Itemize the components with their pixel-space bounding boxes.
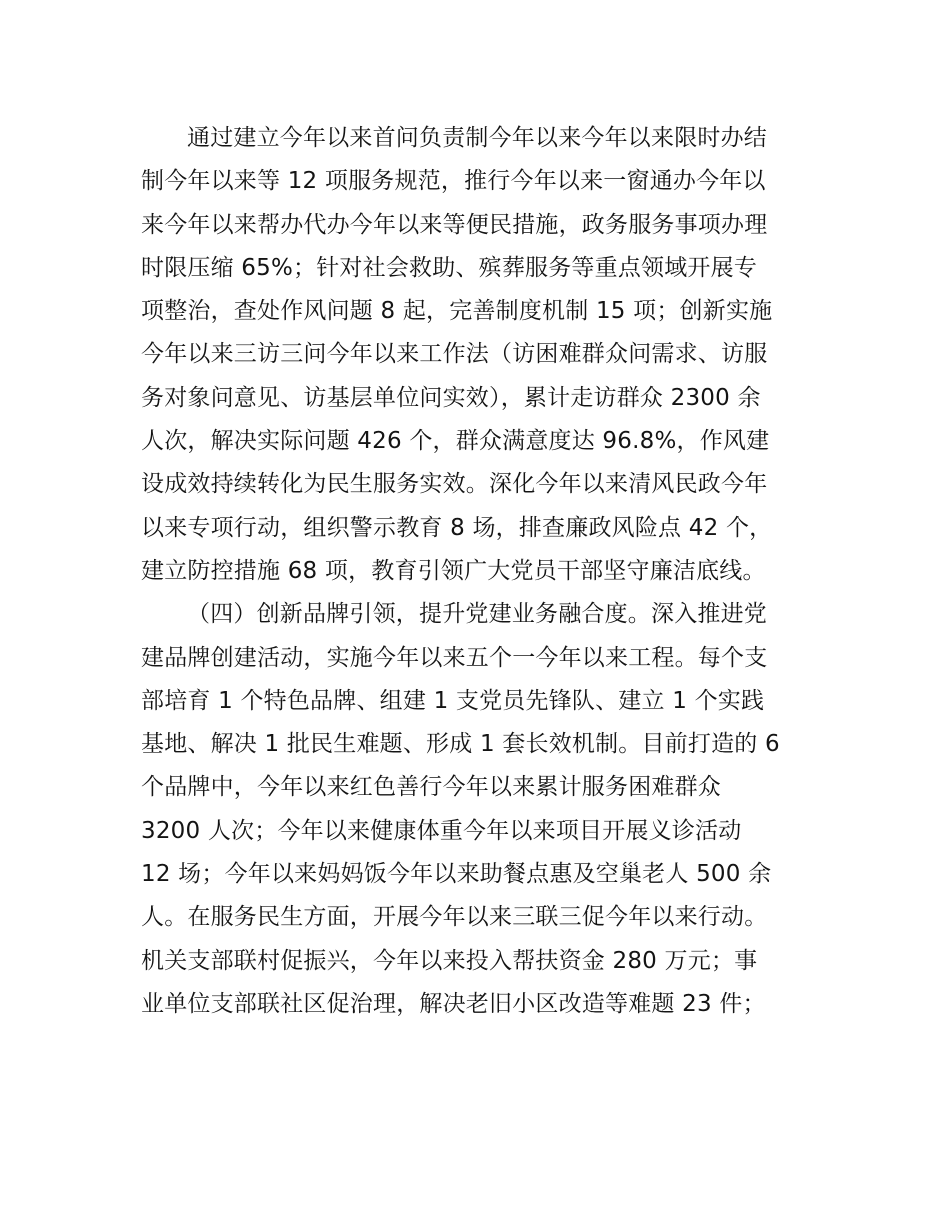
text-line: 通过建立今年以来首问负责制今年以来今年以来限时办结 — [187, 125, 767, 151]
text-line: 个品牌中，今年以来红色善行今年以来累计服务困难群众 — [141, 774, 721, 801]
text-line: 机关支部联村促振兴，今年以来投入帮扶资金 280 万元；事 — [141, 947, 758, 974]
paragraph-brand-leading — [141, 593, 813, 1026]
text-line: 来今年以来帮办代办今年以来等便民措施，政务服务事项办理 — [141, 211, 768, 238]
text-line: 3200 人次；今年以来健康体重今年以来项目开展义诊活动 — [141, 817, 742, 844]
text-line: 12 场；今年以来妈妈饭今年以来助餐点惠及空巢老人 500 余 — [141, 861, 772, 888]
text-line: 务对象问意见、访基层单位问实效），累计走访群众 2300 余 — [141, 384, 761, 411]
text-line: 人。在服务民生方面，开展今年以来三联三促今年以来行动。 — [141, 904, 768, 931]
text-line: 基地、解决 1 批民生难题、形成 1 套长效机制。目前打造的 6 — [141, 731, 780, 758]
text-line: 今年以来三访三问今年以来工作法（访困难群众问需求、访服 — [141, 341, 768, 368]
text-line: 以来专项行动，组织警示教育 8 场，排查廉政风险点 42 个， — [141, 514, 773, 541]
text-line: 项整治，查处作风问题 8 起，完善制度机制 15 项；创新实施 — [141, 298, 773, 325]
text-line: 时限压缩 65%；针对社会救助、殡葬服务等重点领域开展专 — [141, 254, 758, 281]
document-body — [141, 117, 813, 1026]
text-line: 业单位支部联社区促治理，解决老旧小区改造等难题 23 件； — [141, 990, 766, 1017]
paragraph-work-style — [141, 117, 813, 593]
text-line: 人次，解决实际问题 426 个，群众满意度达 96.8%，作风建 — [141, 428, 770, 455]
text-line: 设成效持续转化为民生服务实效。深化今年以来清风民政今年 — [141, 471, 768, 498]
text-line: 制今年以来等 12 项服务规范，推行今年以来一窗通办今年以 — [141, 168, 766, 195]
text-line: （四）创新品牌引领，提升党建业务融合度。深入推进党 — [187, 601, 767, 628]
text-line: 建立防控措施 68 项，教育引领广大党员干部坚守廉洁底线。 — [141, 557, 766, 584]
text-line: 建品牌创建活动，实施今年以来五个一今年以来工程。每个支 — [141, 644, 768, 671]
text-line: 部培育 1 个特色品牌、组建 1 支党员先锋队、建立 1 个实践 — [141, 687, 765, 714]
